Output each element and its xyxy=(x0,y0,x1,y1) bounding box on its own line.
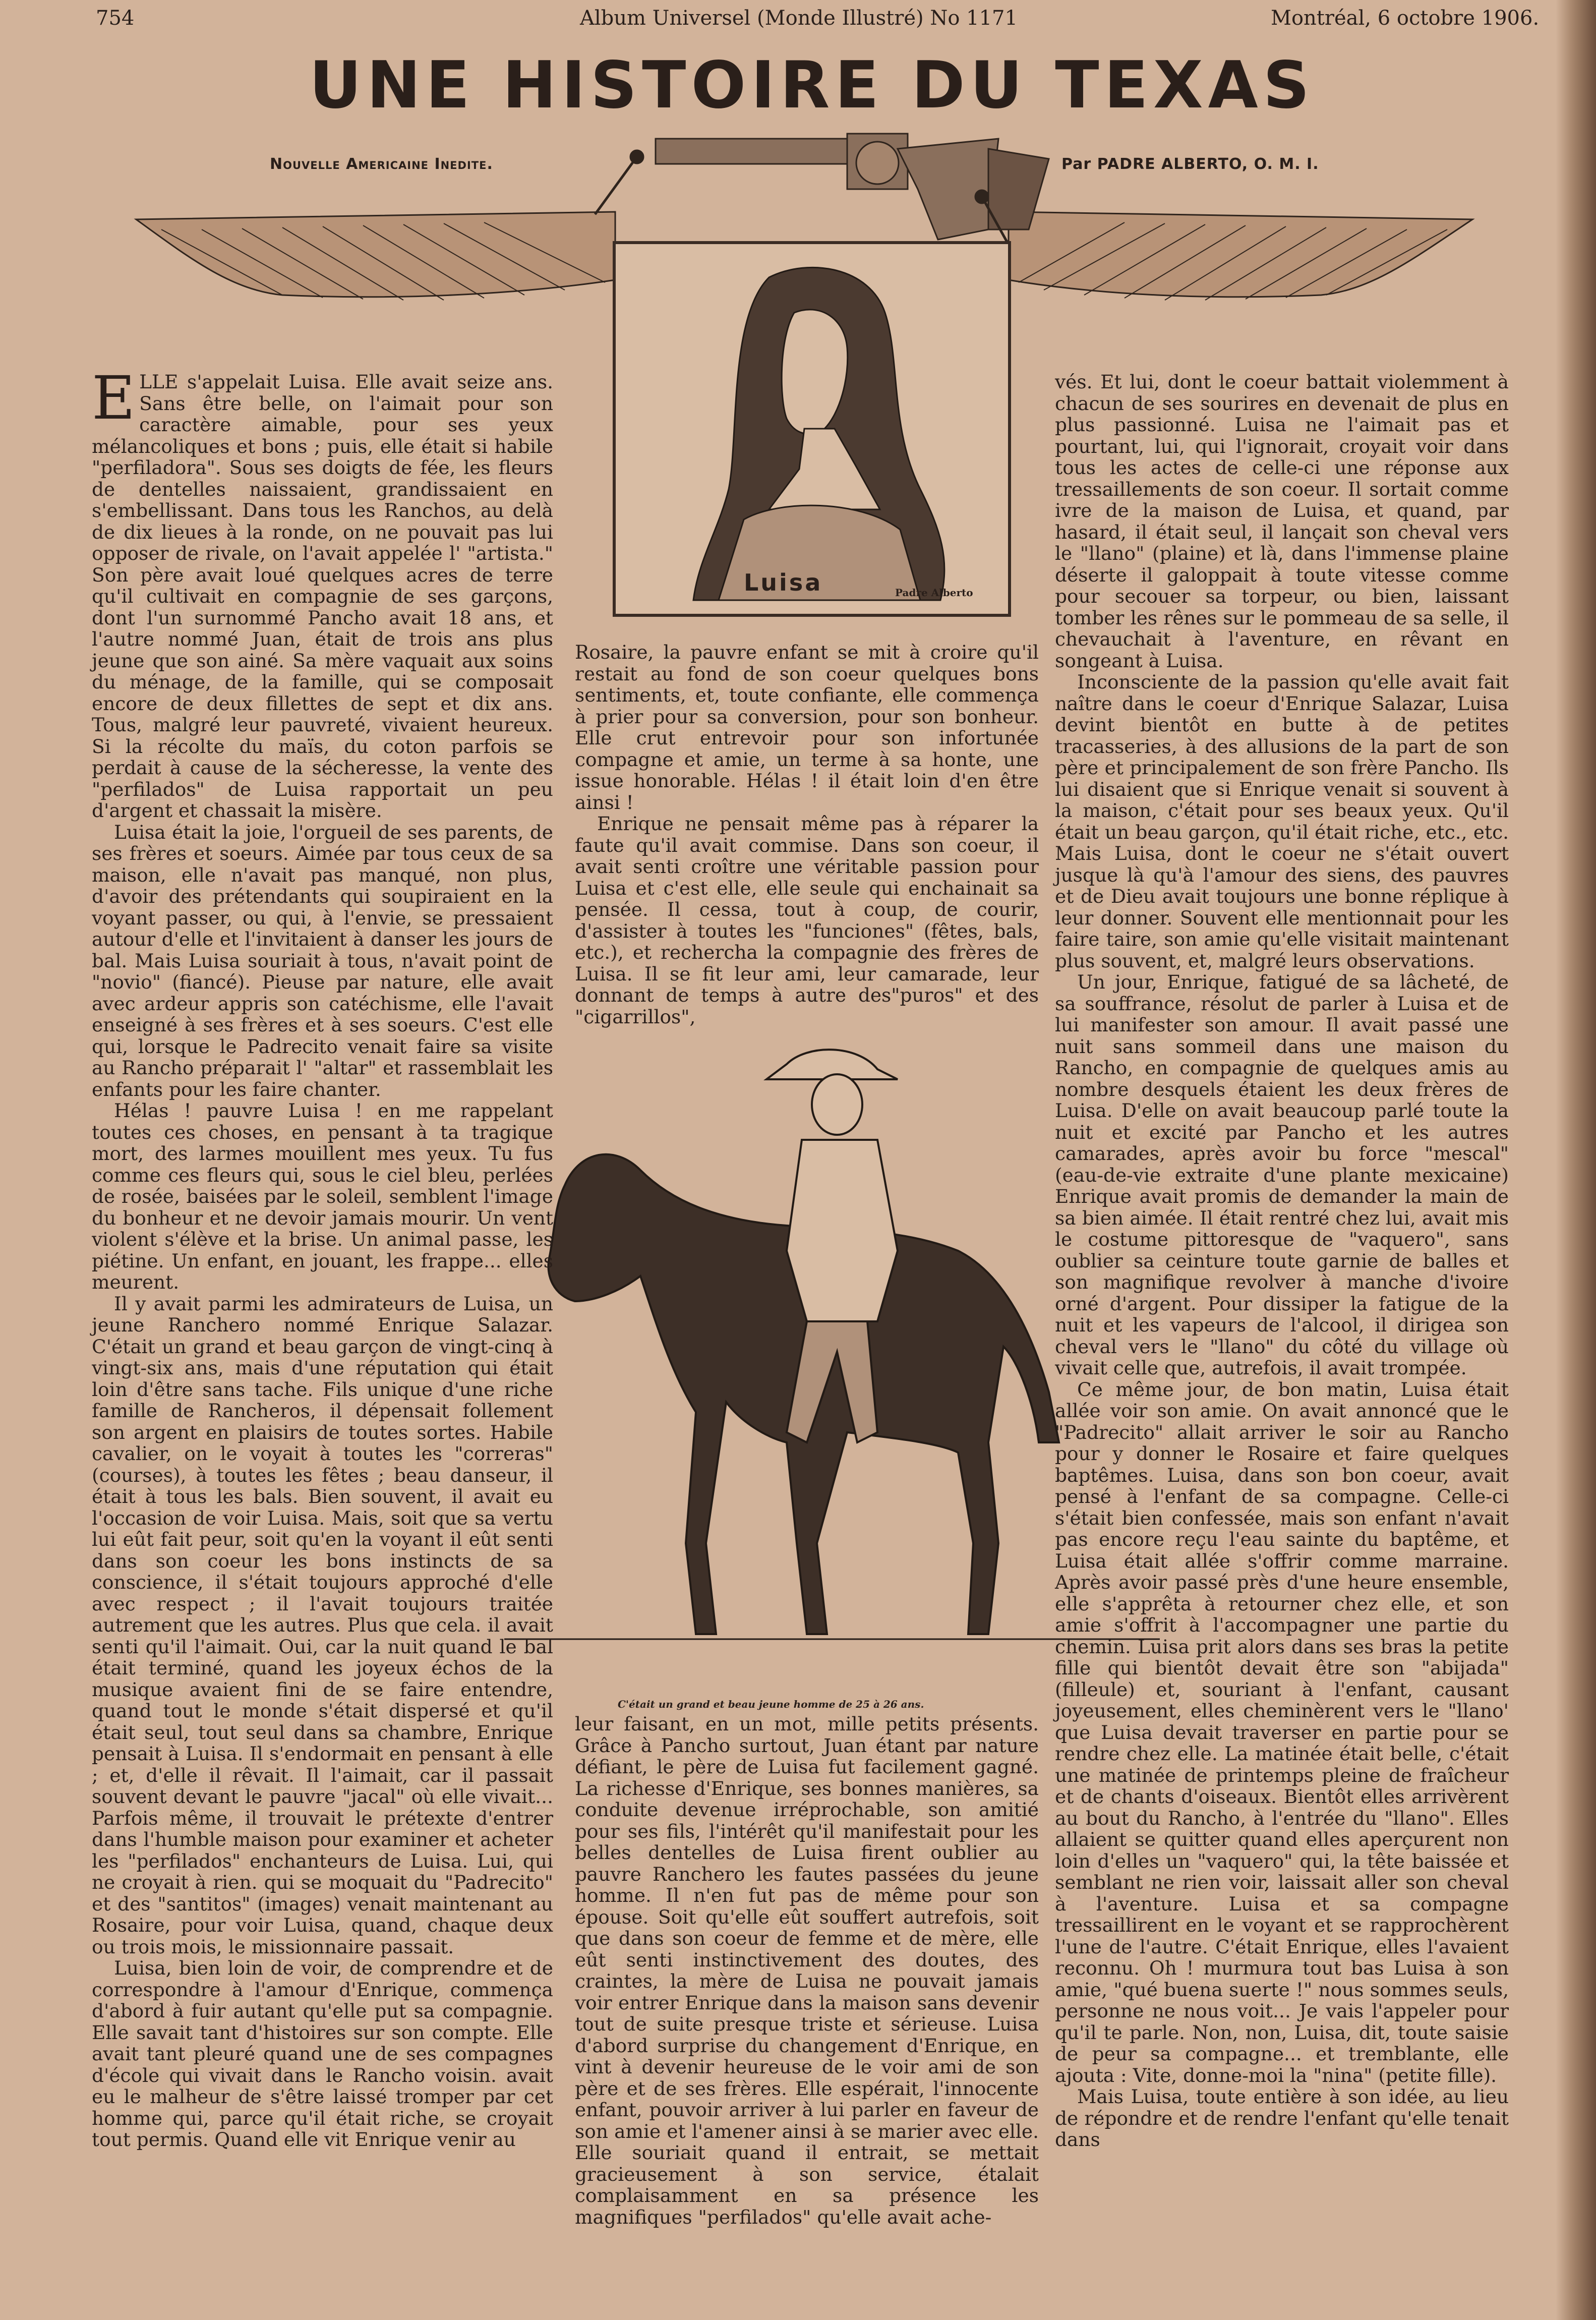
article-column-2-bottom xyxy=(575,1713,1039,2228)
article-column-2-top xyxy=(575,642,1039,1027)
paragraph: leur faisant, en un mot, mille petits présents. Grâce à Pancho surtout, Juan étant par nature défiant, le père de Luisa fut facilement gagné. La richesse d'Enrique, ses bonnes manières, sa conduite devenue irréprochable, son amitié pour ses fils, l'intérêt qu'il manifestait pour les belles dentelles de Luisa firent oublier au pauvre Ranchero les fautes passées du jeune homme. Il n'en fut pas de même pour son épouse. Soit qu'elle eût souffert autrefois, soit que dans son coeur de femme et de mère, elle eût senti instinctivement des doutes, des craintes, la mère de Luisa ne pouvait jamais voir entrer Enrique dans la maison sans devenir tout de suite presque triste et sérieuse. Luisa d'abord surprise du changement d'Enrique, en vint à devenir heureuse de le voir ami de son père et de ses frères. Elle espérait, l'innocente enfant, pouvoir arriver à lui parler en faveur de son amie et l'amener ainsi à se marier avec elle. Elle souriait quand il entrait, se mettait gracieusement à son service, étalait complaisamment en sa présence les magnifiques "perfilados" qu'elle avait ache- xyxy=(575,1713,1039,2228)
paragraph: Inconsciente de la passion qu'elle avait fait naître dans le coeur d'Enrique Salazar, Luisa devint bientôt en butte à de petites tracasseries, à des allusions de la part de son père et principalement de son frère Pancho. Ils lui disaient que si Enrique venait si souvent à la maison, c'était pour ses beaux yeux. Qu'il était un beau garçon, qu'il était riche, etc., etc. Mais Luisa, dont le coeur ne s'était ouvert jusque là qu'à l'amour des siens, des pauvres et de Dieu avait toujours une bonne réplique à leur donner. Souvent elle mentionnait pour les faire taire, son amie qu'elle visitait maintenant plus souvent, et, malgré leurs observations. xyxy=(1055,671,1509,972)
paragraph: Rosaire, la pauvre enfant se mit à croire qu'il restait au fond de son coeur quelques bons sentiments, et, toute confiante, elle commença à prier pour sa conversion, pour son bonheur. Elle crut entrevoir pour son infortunée compagne et amie, un terme à sa honte, une issue honorable. Hélas ! il était loin d'en être ainsi ! xyxy=(575,641,1039,814)
article-subtitle: Nouvelle Americaine Inedite. xyxy=(270,155,493,173)
paragraph: vés. Et lui, dont le coeur battait violemment à chacun de ses sourires en devenait de plus en plus passionné. Luisa ne l'aimait pas et pourtant, lui, qui l'ignorait, croyait voir dans tous les actes de celle-ci une réponse aux tressaillements de son coeur. Il sortait comme ivre de la maison de Luisa, et quand, par hasard, il était seul, il lançait son cheval vers le "llano" (plaine) et là, dans l'immense plaine déserte il galoppait à toute vitesse comme pour secouer sa torpeur, ou bien, laissant tomber les rênes sur le pommeau de sa selle, il chevauchait à l'aventure, en rêvant en songeant à Luisa. xyxy=(1055,371,1509,672)
luisa-portrait-drawing xyxy=(618,247,1006,610)
article-title: UNE HISTOIRE DU TEXAS xyxy=(309,48,1315,123)
paragraph: Il y avait parmi les admirateurs de Luisa, un jeune Ranchero nommé Enrique Salazar. C'était un grand et beau garçon de vingt-cinq à vingt-six ans, mais d'une réputation qui était loin d'être sans tache. Fils unique d'une riche famille de Rancheros, il dépensait follement son argent en plaisirs de toutes sortes. Habile cavalier, on le voyait à toutes les "correras" (courses), à toutes les fêtes ; beau danseur, il était à tous les bals. Bien souvent, il avait eu l'occasion de voir Luisa. Mais, soit que sa vertu lui eût fait peur, soit qu'en la voyant il eût senti dans son coeur les bons instincts de sa conscience, il s'était toujours approché d'elle avec respect ; il l'avait toujours traitée autrement que les autres. Plus que cela. il avait senti qu'il l'aimait. Oui, car la nuit quand le bal était terminé, quand les joyeux échos de la musique avaient fini de se faire entendre, quand tout le monde s'était dispersé et qu'il était seul, tout seul dans sa chambre, Enrique pensait à Luisa. Il s'endormait en pensant à elle ; et, d'elle il rêvait. Il l'aimait, car il passait souvent devant le pauvre "jacal" où elle vivait... Parfois même, il trouvait le prétexte d'entrer dans l'humble maison pour examiner et acheter les "perfilados" enchanteurs de Luisa. Lui, qui ne croyait à rien. qui se moquait du "Padrecito" et des "santitos" (images) venait maintenant au Rosaire, pour voir Luisa, quand, chaque deux ou trois mois, le missionnaire passait. xyxy=(92,1292,553,1958)
issue-date: Montréal, 6 octobre 1906. xyxy=(1271,7,1540,30)
portrait-label: Luisa xyxy=(744,569,823,596)
paragraph: Enrique ne pensait même pas à réparer la faute qu'il avait commise. Dans son coeur, il avait senti croître une véritable passion pour Luisa et c'est elle, elle seule qui enchainait sa pensée. Il cessa, tout à coup, de courir, d'assister à toutes les "funciones" (fêtes, bals, etc.), et rechercha la compagnie des frères de Luisa. Il se fit leur ami, leur camarade, leur donnant de temps à autre des"puros" et des "cigarrillos", xyxy=(575,813,1039,1028)
article-column-3 xyxy=(1055,371,1509,2151)
journal-title: Album Universel (Monde Illustré) No 1171 xyxy=(580,7,1018,30)
paragraph: Luisa, bien loin de voir, de comprendre et de correspondre à l'amour d'Enrique, commença d'abord à fuir autant qu'elle put sa compagnie. Elle savait tant d'histoires sur son compte. Elle avait tant pleuré quand une de ses compagnes d'école qui vivait dans le Rancho voisin. avait eu le malheur de s'être laissé tromper par cet homme qui, parce qu'il était riche, se croyait tout permis. Quand elle vit Enrique venir au xyxy=(92,1957,553,2151)
drop-cap: E xyxy=(92,363,136,433)
book-spine-shadow xyxy=(1556,0,1596,2320)
left-wing xyxy=(136,212,615,300)
page-number: 754 xyxy=(96,7,135,30)
opening-paragraph xyxy=(92,363,553,822)
paragraph: Mais Luisa, toute entière à son idée, au lieu de répondre et de rendre l'enfant qu'elle tenait dans xyxy=(1055,2085,1509,2151)
article-column-1 xyxy=(92,363,553,2151)
right-wing xyxy=(1009,212,1472,300)
article-author: Par PADRE ALBERTO, O. M. I. xyxy=(1061,155,1319,173)
horseman-caption: C'était un grand et beau jeune homme de 25 à 26 ans. xyxy=(618,1698,924,1710)
paragraph: Ce même jour, de bon matin, Luisa était allée voir son amie. On avait annoncé que le "Padrecito" allait arriver le soir au Rancho pour y donner le Rosaire et faire quelques baptêmes. Luisa, dans son bon coeur, avait pensé à l'enfant de sa compagne. Celle-ci s'était bien confessée, mais son enfant n'avait pas encore reçu l'eau sainte du baptême, et Luisa était allée s'offrir comme marraine. Après avoir passé près d'une heure ensemble, elle s'apprêta à retourner chez elle, et son amie s'offrit à l'accompagner une partie du chemin. Luisa prit alors dans ses bras la petite fille qui bientôt devait être son "abijada" (filleule) et, souriant à l'enfant, causant joyeusement, elles cheminèrent vers le "llano' que Luisa devait traverser en partie pour se rendre chez elle. La matinée était belle, c'était une matinée de printemps pleine de fraîcheur et de chants d'oiseaux. Bientôt elles arrivèrent au bout du Rancho, à l'entrée du "llano". Elles allaient se quitter quand elles aperçurent non loin d'elles un "vaquero" qui, la tête baissée et semblant ne rien voir, laissait aller son cheval à l'aventure. Luisa et sa compagne tressaillirent en le voyant et se rapprochèrent l'une de l'autre. C'était Enrique, elles l'avaient reconnu. Oh ! murmura tout bas Luisa à son amie, "qué buena suerte !" nous sommes seuls, personne ne nous voit... Je vais l'appeler pour qu'il te parle. Non, non, Luisa, dit, toute saisie de peur sa compagne... et tremblante, elle ajouta : Vite, donne-moi la "nina" (petite fille). xyxy=(1055,1378,1509,2086)
paragraph: Hélas ! pauvre Luisa ! en me rappelant toutes ces choses, en pensant à ta tragique mort, des larmes mouillent mes yeux. Tu fus comme ces fleurs qui, sous le ciel bleu, perlées de rosée, baisées par le soleil, semblent l'image du bonheur et ne devoir jamais mourir. Un vent violent s'élève et la brise. Un animal passe, les piétine. Un enfant, en jouant, les frappe... elles meurent. xyxy=(92,1099,553,1293)
paragraph-text: LLE s'appelait Luisa. Elle avait seize ans. Sans être belle, on l'aimait pour son caractère aimable, pour ses yeux mélancoliques et bons ; puis, elle était si habile "perfiladora". Sous ses doigts de fée, les fleurs de dentelles naissaient, grandissaient en s'embellissant. Dans tous les Ranchos, au delà de dix lieues à la ronde, on ne pouvait pas lui opposer de rivale, on l'avait appelée l' "artista." Son père avait loué quelques acres de terre qu'il cultivait en compagnie de ses garçons, dont l'un surnommé Pancho avait 18 ans, et l'autre nommé Juan, était de trois ans plus jeune que son ainé. Sa mère vaquait aux soins du ménage, de la famille, qui se composait encore de deux fillettes de sept et dix ans. Tous, malgré leur pauvreté, vivaient heureux. Si la récolte du maïs, du coton parfois se perdait à cause de la sécheresse, la vente des "perfilados" de Luisa rapportait un peu d'argent et chassait la misère. xyxy=(92,371,553,822)
revolver-and-knife xyxy=(656,134,1049,240)
portrait-signature: Padre Alberto xyxy=(895,587,973,599)
paragraph: Luisa était la joie, l'orgueil de ses parents, de ses frères et soeurs. Aimée par tous ceux de sa maison, elle n'avait pas manqué, non plus, d'avoir des prétendants qui soupiraient en la voyant passer, ou qui, à l'envie, se pressaient autour d'elle et l'invitaient à danser les jours de bal. Mais Luisa souriait à tous, n'avait point de "novio" (fiancé). Pieuse par nature, elle avait avec ardeur appris son catéchisme, elle l'avait enseigné à ses frères et à ses soeurs. C'est elle qui, lorsque le Padrecito venait faire sa visite au Rancho préparait l' "altar" et rassemblait les enfants pour les faire chanter. xyxy=(92,821,553,1100)
paragraph: Un jour, Enrique, fatigué de sa lâcheté, de sa souffrance, résolut de parler à Luisa et de lui manifester son amour. Il avait passé une nuit sans sommeil dans une maison du Rancho, en compagnie de quelques amis au nombre desquels étaient les deux frères de Luisa. D'elle on avait beaucoup parlé toute la nuit et excité par Pancho et les autres camarades, après avoir bu force "mescal" (eau-de-vie extraite d'une plante mexicaine) Enrique avait promis de demander la main de sa bien aimée. Il était rentré chez lui, avait mis le costume pittoresque de "vaquero", sans oublier sa ceinture toute garnie de balles et son magnifique revolver à manche d'ivoire orné d'argent. Pour dissiper la fatigue de la nuit et les vapeurs de l'alcool, il dirigea son cheval vers le "llano" du côté du village où vivait celle que, autrefois, il avait trompée. xyxy=(1055,971,1509,1379)
